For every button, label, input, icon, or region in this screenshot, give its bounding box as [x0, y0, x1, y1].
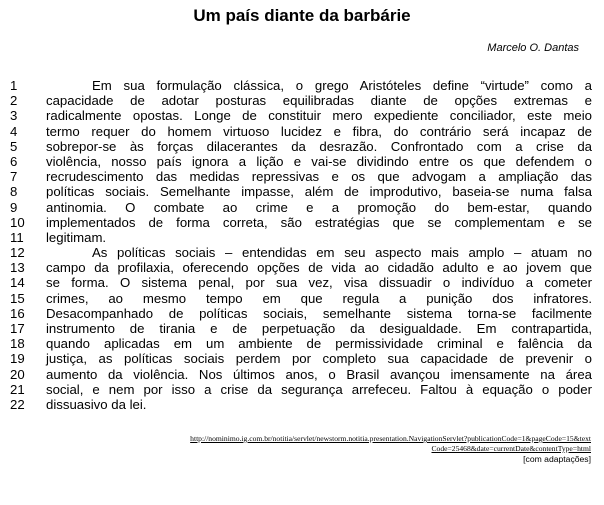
line-number: 11: [10, 229, 24, 245]
line-number: 5: [10, 138, 18, 154]
line-text: violência, nosso país ignora a lição e vai-se dividindo entre os que defendem o: [46, 153, 592, 169]
article-author: Marcelo O. Dantas: [487, 42, 579, 54]
text-line: [0, 124, 604, 139]
line-number: 21: [10, 381, 25, 397]
line-number: 1: [10, 78, 18, 93]
line-text: campo da profilaxia, oferecendo opções de vida ao cidadão adulto e ao jovem que: [46, 260, 592, 276]
text-line: [0, 382, 604, 397]
line-text: legitimam.: [46, 229, 107, 245]
line-text: termo requer do homem virtuoso lucidez e fibra, do contrário será incapaz de: [46, 123, 592, 139]
article-body: [0, 78, 604, 412]
line-text: As políticas sociais – entendidas em seu aspecto mais amplo – atuam no: [92, 245, 592, 261]
text-line: [0, 367, 604, 382]
line-text: implementados de forma correta, são estratégias que se complementam e se: [46, 214, 592, 230]
line-number: 16: [10, 305, 25, 321]
text-line: [0, 154, 604, 169]
line-number: 14: [10, 275, 25, 291]
line-text: recrudescimento das medidas repressivas e os que advogam a ampliação das: [46, 169, 592, 185]
source-citation: [16, 434, 591, 464]
text-line: [0, 184, 604, 199]
line-number: 20: [10, 366, 25, 382]
text-line: [0, 351, 604, 366]
text-line: [0, 200, 604, 215]
text-line: [0, 93, 604, 108]
line-number: 6: [10, 153, 18, 169]
text-line: [0, 291, 604, 306]
text-line: [0, 275, 604, 290]
line-number: 18: [10, 336, 25, 352]
line-text: antinomia. O combate ao crime e a promoção do bem-estar, quando: [46, 199, 592, 215]
line-text: políticas sociais. Semelhante impasse, além de improdutivo, baseia-se numa falsa: [46, 184, 592, 200]
line-number: 22: [10, 396, 25, 412]
text-line: [0, 169, 604, 184]
text-line: [0, 260, 604, 275]
text-line: [0, 306, 604, 321]
line-text: radicalmente opostas. Longe de constituir mero expediente conciliador, este meio: [46, 108, 592, 124]
text-line: [0, 230, 604, 245]
source-url-line-1[interactable]: http://nominimo.ig.com.br/notitia/servlet/newstorm.notitia.presentation.NavigationServlet?publicationCode=1&pageCode=15&text: [190, 434, 591, 443]
text-line: [0, 245, 604, 260]
line-text: dissuasivo da lei.: [46, 396, 147, 412]
text-line: [0, 336, 604, 351]
line-number: 7: [10, 169, 18, 185]
line-number: 2: [10, 93, 18, 109]
text-line: [0, 397, 604, 412]
line-number: 19: [10, 351, 25, 367]
line-number: 17: [10, 321, 25, 336]
line-text: capacidade de adotar posturas equilibradas diante de opções extremas e: [46, 93, 592, 109]
line-text: social, e nem por isso a crise da segurança arrefeceu. Faltou à equação o poder: [46, 381, 592, 397]
line-number: 9: [10, 199, 18, 215]
line-number: 13: [10, 260, 25, 276]
source-url-line-2[interactable]: Code=25468&date=currentDate&contentType=html: [431, 444, 591, 453]
line-text: justiça, as políticas sociais perdem por completo sua capacidade de prevenir o: [46, 351, 592, 367]
text-line: [0, 321, 604, 336]
line-text: sobrepor-se às forças dilacerantes da desrazão. Confrontado com a crise da: [46, 138, 592, 154]
line-number: 12: [10, 245, 25, 261]
text-line: [0, 78, 604, 93]
line-text: Desacompanhado de políticas sociais, semelhante sistema torna-se facilmente: [46, 305, 592, 321]
text-line: [0, 108, 604, 123]
line-number: 8: [10, 184, 18, 200]
line-text: Em sua formulação clássica, o grego Aristóteles define “virtude” como a: [92, 78, 592, 93]
article-title: Um país diante da barbárie: [193, 6, 411, 25]
line-text: crimes, ao mesmo tempo em que regula a punição dos infratores.: [46, 290, 592, 306]
line-text: quando aplicadas em um ambiente de permissividade criminal e falência da: [46, 336, 592, 352]
line-number: 10: [10, 214, 25, 230]
text-line: [0, 139, 604, 154]
line-text: instrumento de tirania e de perpetuação da desigualdade. Em contrapartida,: [46, 321, 592, 336]
line-number: 4: [10, 123, 18, 139]
adaptation-note: [com adaptações]: [523, 454, 591, 464]
text-line: [0, 215, 604, 230]
line-text: aumento da violência. Nos últimos anos, o Brasil avançou imensamente na área: [46, 366, 592, 382]
line-text: se forma. O sistema penal, por sua vez, visa dissuadir o indivíduo a cometer: [46, 275, 592, 291]
line-number: 3: [10, 108, 18, 124]
line-number: 15: [10, 290, 25, 306]
